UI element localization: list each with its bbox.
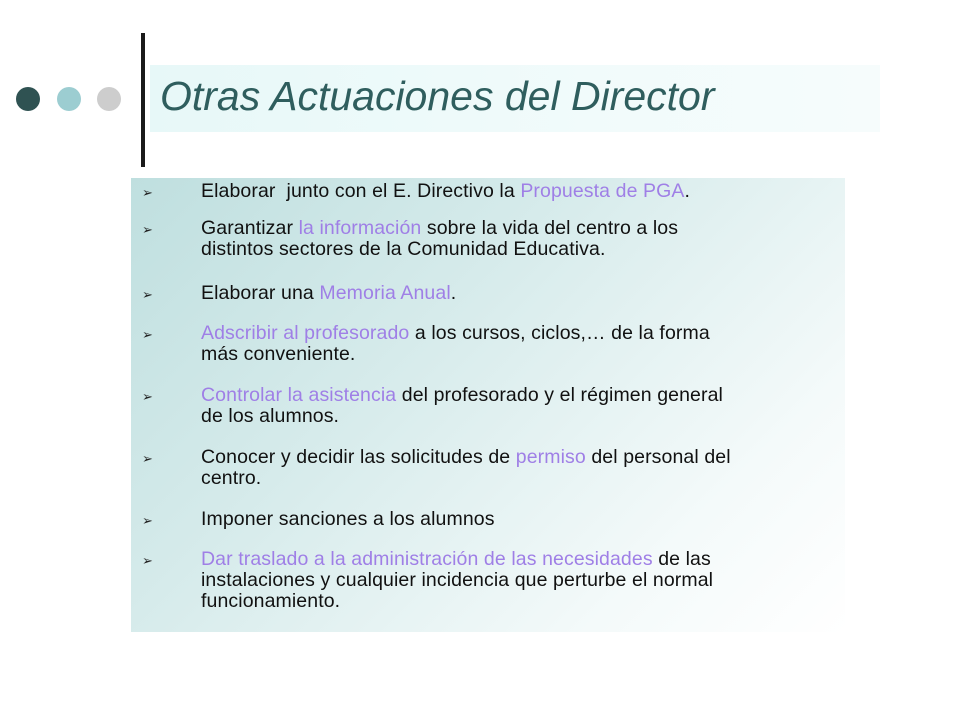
bullet-line — [201, 239, 831, 260]
bullet-line — [201, 570, 831, 591]
text-segment: Elaborar una — [201, 282, 320, 304]
bullet-line — [201, 283, 831, 304]
bullet-line — [201, 323, 831, 344]
text-segment: Conocer y decidir las solicitudes de — [201, 446, 516, 468]
decorative-dot-dark — [16, 87, 40, 111]
decorative-vertical-bar — [141, 33, 145, 167]
arrow-bullet-icon: ➢ — [142, 186, 153, 201]
bullet-text — [201, 509, 831, 530]
bullet-text — [201, 447, 831, 489]
bullet-line — [201, 509, 831, 530]
highlighted-text: Adscribir al profesorado — [201, 322, 410, 344]
highlighted-text: la información — [298, 217, 422, 239]
bullet-text — [201, 283, 831, 304]
bullet-text — [201, 181, 831, 202]
text-segment: del personal del — [585, 446, 731, 468]
arrow-bullet-icon: ➢ — [142, 554, 153, 569]
highlighted-text: permiso — [515, 446, 586, 468]
text-segment: sobre la vida del centro a los — [421, 217, 679, 239]
text-segment: Imponer sanciones a los alumnos — [201, 508, 495, 530]
text-segment: del profesorado y el régimen general — [396, 384, 723, 406]
text-segment: . — [450, 282, 457, 304]
text-segment: de las — [652, 548, 711, 570]
arrow-bullet-icon: ➢ — [142, 390, 153, 405]
highlighted-text: Dar traslado a la administración de las necesidades — [201, 548, 653, 570]
bullet-line — [201, 406, 831, 427]
text-segment: . — [684, 180, 691, 202]
highlighted-text: Controlar la asistencia — [201, 384, 397, 406]
arrow-bullet-icon: ➢ — [142, 223, 153, 238]
text-segment: distintos sectores de la Comunidad Educativa. — [201, 238, 606, 260]
bullet-line — [201, 218, 831, 239]
bullet-line — [201, 591, 831, 612]
content-panel — [131, 178, 845, 632]
highlighted-text: Memoria Anual — [319, 282, 451, 304]
text-segment: funcionamiento. — [201, 590, 341, 612]
text-segment: a los cursos, ciclos,… de la forma — [409, 322, 710, 344]
text-segment: más conveniente. — [201, 343, 356, 365]
bullet-line — [201, 447, 831, 468]
arrow-bullet-icon: ➢ — [142, 288, 153, 303]
text-segment: Elaborar junto con el E. Directivo la — [201, 180, 521, 202]
text-segment: centro. — [201, 467, 262, 489]
bullet-text — [201, 218, 831, 260]
text-segment: instalaciones y cualquier incidencia que perturbe el normal — [201, 569, 714, 591]
text-segment: Garantizar — [201, 217, 299, 239]
slide-title: Otras Actuaciones del Director — [160, 73, 715, 119]
decorative-dot-teal — [57, 87, 81, 111]
bullet-text — [201, 385, 831, 427]
arrow-bullet-icon: ➢ — [142, 514, 153, 529]
bullet-text — [201, 549, 831, 612]
bullet-text — [201, 323, 831, 365]
bullet-line — [201, 549, 831, 570]
bullet-line — [201, 344, 831, 365]
arrow-bullet-icon: ➢ — [142, 452, 153, 467]
decorative-dot-gray — [97, 87, 121, 111]
bullet-line — [201, 385, 831, 406]
arrow-bullet-icon: ➢ — [142, 328, 153, 343]
bullet-line — [201, 181, 831, 202]
text-segment: de los alumnos. — [201, 405, 340, 427]
highlighted-text: Propuesta de PGA — [520, 180, 685, 202]
bullet-line — [201, 468, 831, 489]
